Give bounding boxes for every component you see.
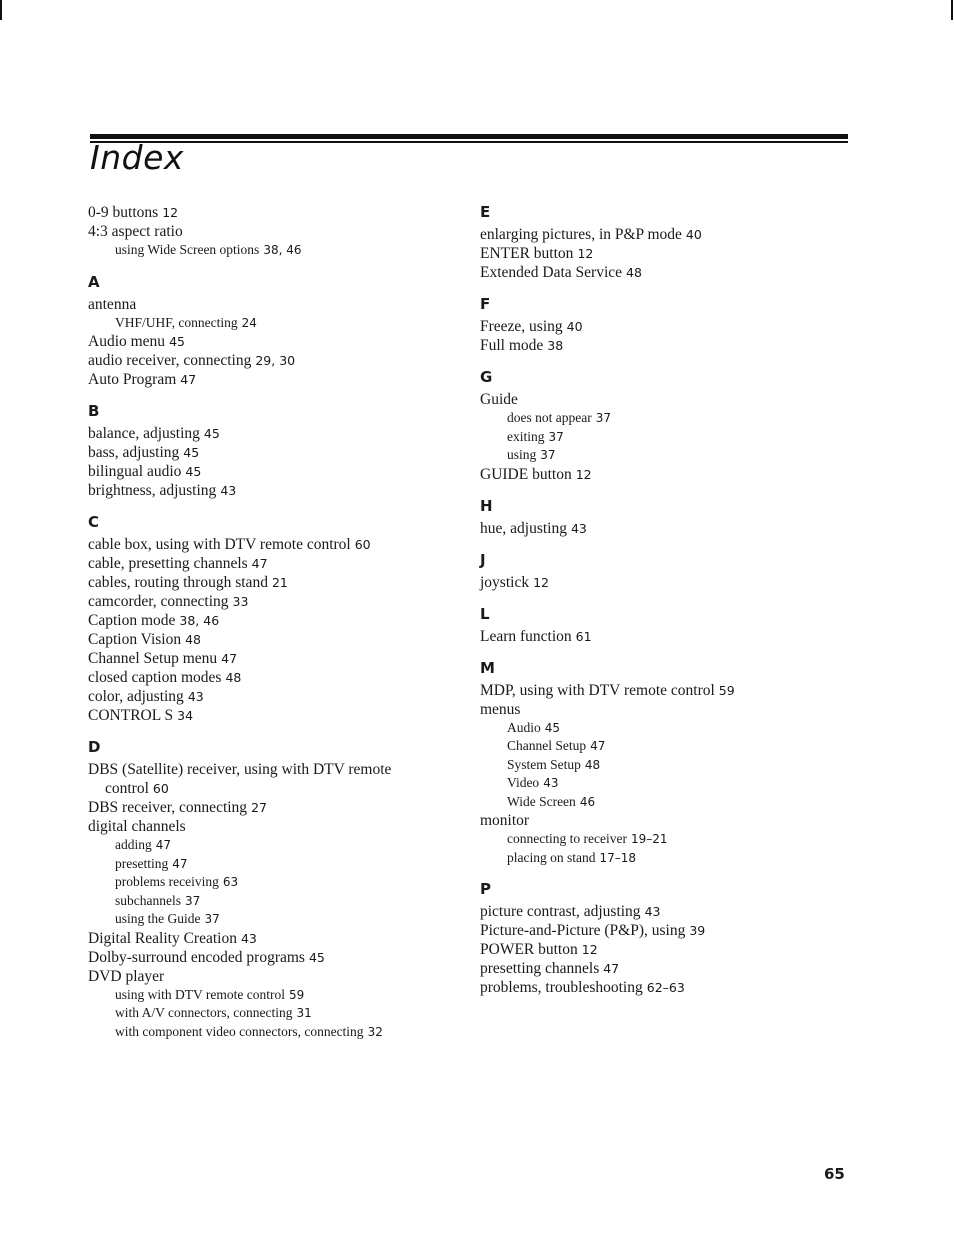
index-entry (480, 263, 850, 282)
index-subentry (88, 836, 458, 855)
entry-page-ref: 12 (575, 466, 592, 482)
entry-term: balance, adjusting (88, 425, 200, 442)
entry-page-ref: 37 (595, 411, 611, 425)
entry-page-ref: 45 (183, 445, 200, 460)
index-entry (480, 336, 850, 355)
index-subentry (88, 892, 458, 911)
entry-term: Wide Screen (507, 793, 576, 809)
entry-page-ref: 59 (288, 987, 305, 1002)
entry-page-ref: 43 (644, 904, 661, 919)
entry-page-ref: 47 (180, 372, 197, 387)
index-group (480, 497, 850, 538)
entry-page-ref: 40 (566, 319, 583, 334)
entry-term: using (507, 447, 537, 462)
entry-page-ref: 12 (162, 205, 179, 220)
entry-term: POWER button (480, 941, 578, 958)
entry-term: control (105, 780, 149, 797)
entry-page-ref: 43 (240, 930, 257, 946)
entry-term: ENTER button (480, 245, 574, 262)
index-subentry (480, 793, 850, 812)
entry-term: cable box, using with DTV remote control (88, 536, 351, 553)
section-letter: M (480, 658, 495, 677)
index-entry (480, 978, 850, 997)
entry-page-ref: 40 (685, 227, 702, 242)
entry-term: GUIDE button (480, 465, 572, 483)
entry-page-ref: 43 (570, 520, 587, 536)
entry-page-ref: 17–18 (599, 850, 637, 865)
entry-term: Learn function (480, 627, 572, 645)
index-entry (88, 967, 458, 986)
index-entry (88, 481, 458, 500)
index-entry (480, 573, 850, 592)
index-entry (88, 611, 458, 630)
index-entry (480, 681, 850, 700)
entry-page-ref: 33 (232, 594, 249, 609)
page-title: Index (90, 138, 184, 177)
index-group (88, 738, 458, 1041)
index-entry (88, 592, 458, 611)
entry-term: using with DTV remote control (115, 986, 285, 1002)
entry-term: 0-9 buttons (88, 204, 159, 221)
entry-term: monitor (480, 812, 530, 829)
index-entry (88, 649, 458, 668)
index-entry (88, 798, 458, 817)
index-group (88, 203, 458, 260)
index-subentry (88, 314, 458, 333)
entry-page-ref: 37 (184, 893, 201, 908)
entry-page-ref: 37 (540, 448, 556, 462)
entry-page-ref: 47 (590, 739, 606, 753)
entry-term: enlarging pictures, in P&P mode (480, 226, 682, 243)
entry-term: menus (480, 700, 521, 718)
entry-term: brightness, adjusting (88, 482, 217, 499)
index-entry (88, 535, 458, 554)
entry-page-ref: 48 (185, 632, 201, 647)
section-letter: A (88, 272, 100, 291)
entry-term: does not appear (507, 410, 592, 425)
index-subentry (480, 409, 850, 428)
index-entry (88, 929, 458, 948)
entry-term: DBS receiver, connecting (88, 799, 248, 816)
index-entry (88, 222, 458, 241)
entry-term: joystick (480, 573, 530, 591)
index-entry (480, 811, 850, 830)
index-subentry (480, 446, 850, 465)
index-entry (88, 573, 458, 592)
index-entry (88, 817, 458, 836)
entry-term: Extended Data Service (480, 264, 623, 281)
entry-term: VHF/UHF, connecting (115, 314, 238, 330)
entry-term: cable, presetting channels (88, 555, 248, 572)
entry-term: Caption mode (88, 612, 176, 629)
entry-term: color, adjusting (88, 688, 184, 705)
entry-term: problems receiving (115, 874, 219, 889)
index-group (88, 402, 458, 500)
index-entry (88, 351, 458, 370)
entry-term: 4:3 aspect ratio (88, 223, 183, 240)
section-letter: F (480, 295, 491, 313)
entry-term: Video (507, 775, 540, 790)
entry-term: exiting (507, 428, 545, 444)
index-entry (480, 902, 850, 921)
entry-term: using the Guide (115, 911, 201, 926)
index-entry (480, 627, 850, 646)
index-entry (88, 948, 458, 967)
index-entry (88, 779, 458, 798)
entry-page-ref: 61 (575, 628, 592, 644)
entry-page-ref: 62–63 (646, 980, 685, 995)
entry-term: Audio menu (88, 333, 166, 350)
entry-term: Audio (507, 719, 541, 735)
entry-page-ref: 46 (579, 794, 596, 809)
entry-page-ref: 19–21 (630, 832, 668, 846)
section-letter: P (480, 880, 491, 898)
entry-page-ref: 43 (187, 689, 204, 704)
section-letter: J (480, 550, 486, 569)
index-group (480, 295, 850, 355)
entry-page-ref: 48 (584, 757, 601, 772)
entry-page-ref: 60 (152, 781, 169, 796)
index-group (88, 513, 458, 725)
index-entry (480, 390, 850, 409)
entry-term: camcorder, connecting (88, 593, 229, 610)
index-subentry (480, 737, 850, 756)
entry-page-ref: 47 (155, 838, 172, 852)
index-entry (88, 295, 458, 314)
index-entry (88, 687, 458, 706)
entry-term: bilingual audio (88, 463, 182, 480)
page-number: 65 (824, 1165, 845, 1183)
entry-term: Picture-and-Picture (P&P), using (480, 922, 686, 939)
entry-term: Auto Program (88, 371, 177, 388)
index-entry (88, 332, 458, 351)
entry-term: audio receiver, connecting (88, 352, 252, 369)
entry-page-ref: 32 (367, 1024, 383, 1039)
entry-page-ref: 38, 46 (263, 243, 302, 257)
entry-term: Digital Reality Creation (88, 929, 237, 947)
index-group (88, 273, 458, 390)
entry-page-ref: 45 (185, 464, 202, 479)
index-group (480, 605, 850, 646)
section-letter: G (480, 368, 493, 386)
entry-term: connecting to receiver (507, 831, 627, 846)
index-entry (480, 700, 850, 719)
index-subentry (480, 428, 850, 447)
entry-term: Full mode (480, 337, 544, 354)
entry-page-ref: 47 (221, 651, 238, 666)
index-entry (480, 317, 850, 336)
entry-page-ref: 12 (577, 246, 594, 261)
index-subentry (88, 241, 458, 260)
section-letter: B (88, 402, 100, 420)
index-entry (88, 203, 458, 222)
index-entry (480, 921, 850, 940)
entry-term: closed caption modes (88, 669, 222, 686)
index-subentry (480, 774, 850, 793)
entry-page-ref: 38, 46 (179, 613, 220, 628)
entry-term: subchannels (115, 892, 181, 908)
index-column-right (480, 203, 850, 997)
index-column-left (88, 203, 458, 1041)
entry-page-ref: 45 (308, 949, 325, 965)
entry-page-ref: 37 (548, 429, 564, 444)
entry-term: adding (115, 837, 152, 852)
index-entry (88, 462, 458, 481)
entry-term: Freeze, using (480, 318, 563, 335)
entry-term: CONTROL S (88, 707, 174, 724)
entry-page-ref: 45 (544, 720, 561, 735)
index-entry (480, 519, 850, 538)
entry-page-ref: 39 (689, 923, 706, 938)
entry-page-ref: 48 (626, 265, 642, 280)
entry-page-ref: 43 (543, 776, 559, 790)
entry-term: picture contrast, adjusting (480, 903, 641, 920)
entry-page-ref: 45 (203, 426, 220, 441)
index-entry (88, 668, 458, 687)
title-rule-thin (90, 141, 848, 143)
index-subentry (88, 855, 458, 874)
entry-term: Channel Setup (507, 738, 587, 753)
index-entry (480, 465, 850, 484)
index-subentry (480, 830, 850, 849)
index-subentry (88, 910, 458, 929)
entry-term: System Setup (507, 756, 581, 772)
entry-term: cables, routing through stand (88, 574, 268, 591)
title-rule (90, 134, 848, 139)
section-letter: H (480, 496, 493, 515)
entry-page-ref: 38 (547, 338, 564, 353)
entry-page-ref: 34 (177, 708, 194, 723)
index-subentry (88, 1004, 458, 1023)
entry-page-ref: 27 (251, 800, 267, 815)
entry-page-ref: 60 (354, 537, 371, 552)
entry-page-ref: 43 (220, 483, 237, 498)
index-group (480, 368, 850, 484)
index-subentry (88, 986, 458, 1005)
section-letter: C (88, 513, 100, 531)
entry-term: Channel Setup menu (88, 650, 218, 667)
entry-term: Dolby-surround encoded programs (88, 948, 305, 966)
entry-term: with A/V connectors, connecting (115, 1005, 293, 1020)
index-entry (480, 244, 850, 263)
entry-page-ref: 29, 30 (255, 353, 296, 368)
index-subentry (480, 849, 850, 868)
entry-term: presetting (115, 855, 169, 871)
entry-term: antenna (88, 295, 137, 313)
entry-page-ref: 24 (241, 315, 257, 330)
section-letter: E (480, 203, 491, 221)
entry-term: hue, adjusting (480, 519, 567, 537)
crop-mark-right (951, 0, 953, 20)
entry-term: placing on stand (507, 849, 596, 865)
index-group (480, 203, 850, 282)
crop-mark-left (0, 0, 2, 20)
index-entry (480, 225, 850, 244)
entry-term: digital channels (88, 818, 186, 835)
entry-page-ref: 47 (251, 556, 268, 571)
entry-term: bass, adjusting (88, 444, 180, 461)
index-subentry (88, 873, 458, 892)
index-group (480, 880, 850, 997)
entry-page-ref: 63 (222, 875, 239, 889)
entry-term: with component video connectors, connecting (115, 1023, 364, 1039)
entry-page-ref: 47 (172, 856, 188, 871)
section-letter: D (88, 738, 101, 756)
index-subentry (88, 1023, 458, 1042)
index-group (480, 551, 850, 592)
entry-term: presetting channels (480, 960, 600, 977)
entry-page-ref: 12 (581, 942, 598, 957)
index-entry (88, 554, 458, 573)
index-entry (88, 424, 458, 443)
entry-term: DBS (Satellite) receiver, using with DTV remote (88, 761, 392, 778)
entry-term: Guide (480, 391, 518, 408)
entry-page-ref: 45 (169, 334, 185, 349)
entry-term: using Wide Screen options (115, 242, 260, 257)
entry-term: Caption Vision (88, 631, 182, 648)
index-entry (88, 630, 458, 649)
entry-term: DVD player (88, 967, 165, 985)
index-entry (88, 443, 458, 462)
entry-page-ref: 21 (271, 575, 288, 590)
entry-page-ref: 59 (718, 682, 735, 698)
index-subentry (480, 719, 850, 738)
index-subentry (480, 756, 850, 775)
entry-page-ref: 31 (296, 1006, 312, 1020)
entry-page-ref: 47 (603, 961, 620, 976)
index-entry (88, 706, 458, 725)
index-entry (480, 940, 850, 959)
entry-page-ref: 37 (204, 912, 220, 926)
entry-term: problems, troubleshooting (480, 979, 643, 996)
index-group (480, 659, 850, 868)
entry-page-ref: 12 (533, 574, 549, 590)
index-entry (88, 370, 458, 389)
entry-page-ref: 48 (225, 670, 242, 685)
entry-term: MDP, using with DTV remote control (480, 681, 715, 699)
section-letter: L (480, 604, 490, 623)
index-entry (480, 959, 850, 978)
index-entry (88, 760, 458, 779)
